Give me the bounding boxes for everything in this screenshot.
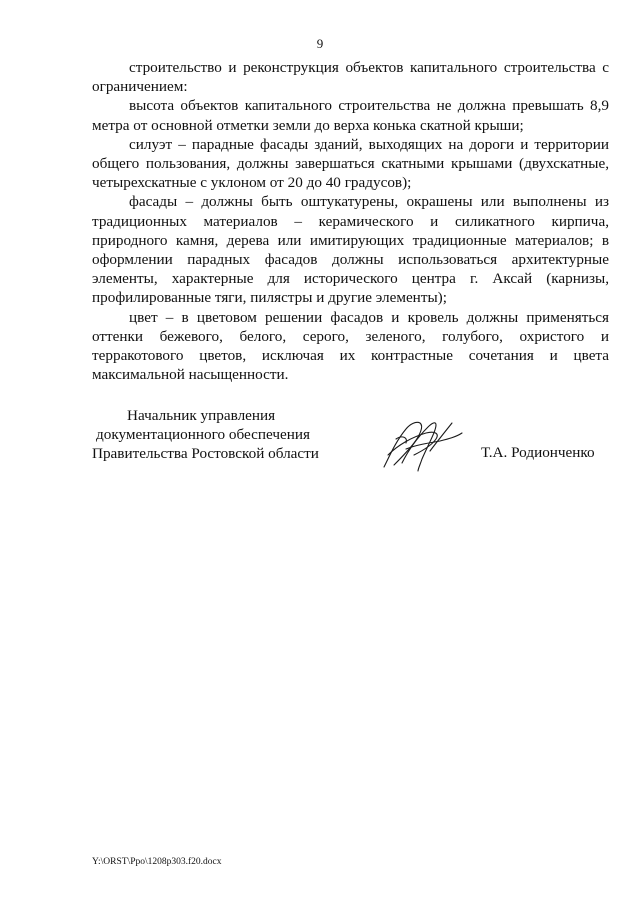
signatory-title-line-3: Правительства Ростовской области [92,445,319,463]
paragraph-color: цвет – в цветовом решении фасадов и кровель должны применяться оттенки бежевого, белого, серого, зеленого, голубого, охристого и терракотового цветов, исключая их контрастные сочетания и цвета максимальной насыщенности. [92,308,609,384]
body-text [92,58,609,384]
page-number: 9 [316,36,324,51]
signatory-title [92,406,332,464]
paragraph-facades: фасады – должны быть оштукатурены, окрашены или выполнены из традиционных материалов – керамического и силикатного кирпича, природного камня, дерева или имитирующих традиционные материалов; в оформлении парадных фасадов должны использоваться архитектурные элементы, характерные для исторического центра г. Аксай (карнизы, профилированные тяги, пилястры и другие элементы); [92,193,609,307]
signatory-name: Т.А. Родионченко [481,444,595,461]
paragraph-construction-restriction: строительство и реконструкция объектов капитального строительства с ограничением: [92,59,609,96]
paragraph-silhouette: силуэт – парадные фасады зданий, выходящих на дороги и территории общего пользования, должны завершаться скатными крышами (двухскатные, четырехскатные с уклоном от 20 до 40 градусов); [92,135,609,192]
handwritten-signature [376,415,468,473]
paragraph-height: высота объектов капитального строительства не должна превышать 8,9 метра от основной отметки земли до верха конька скатной крыши; [92,97,609,134]
signatory-title-line-1: Начальник управления [127,407,276,424]
file-path: Y:\ORST\Ppo\1208p303.f20.docx [92,857,222,867]
signatory-title-line-2: документационного обеспечения [96,426,310,444]
